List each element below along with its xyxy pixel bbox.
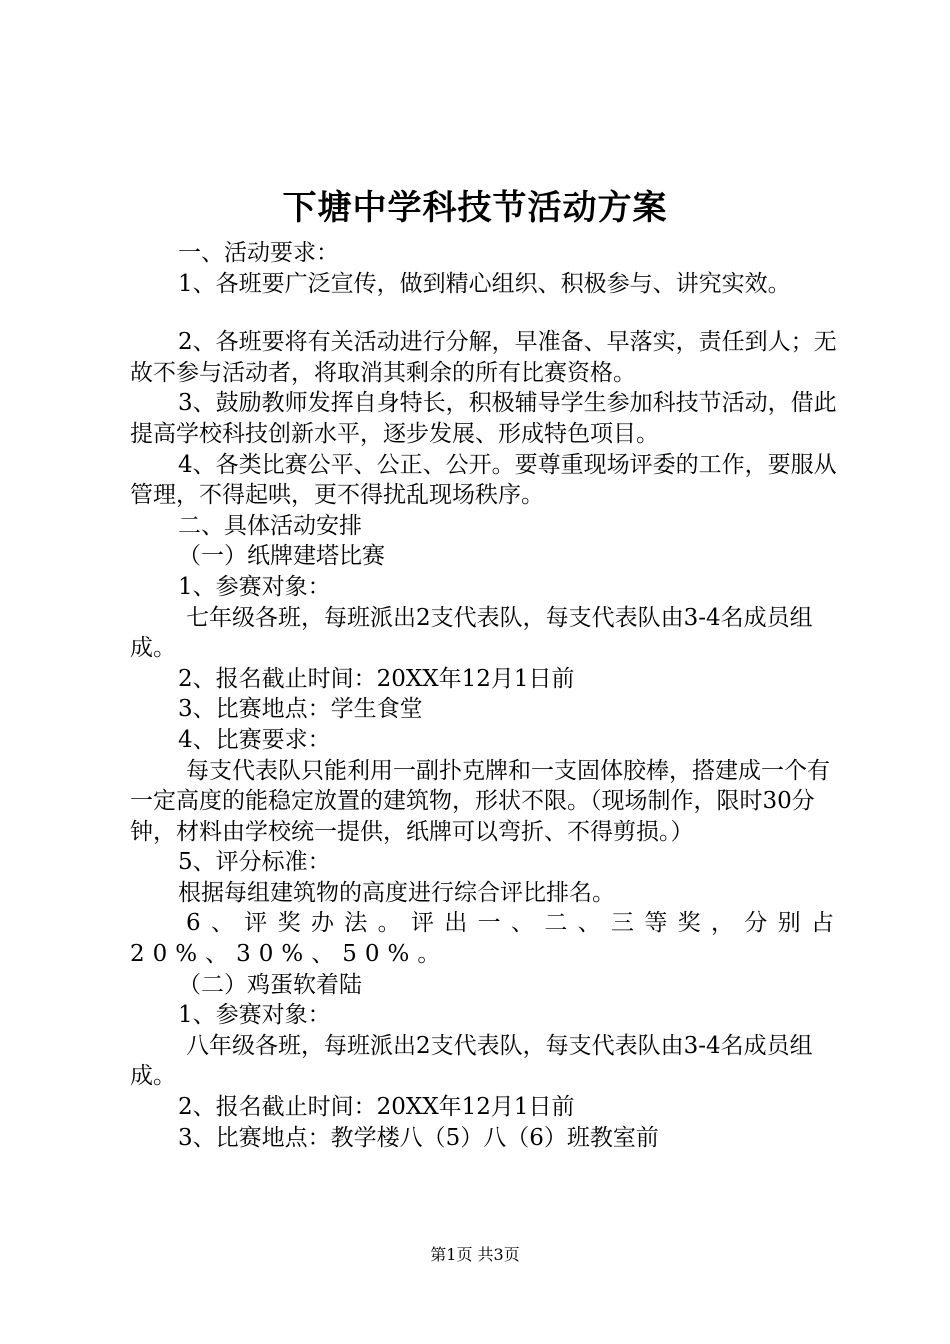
paragraph-awards: 6、评奖办法。评出一、二、三等奖，分别占20%、30%、50%。 (130, 910, 842, 968)
item-venue-2: 3、比赛地点：教学楼八（5）八（6）班教室前 (178, 1124, 659, 1151)
paragraph-rules: 每支代表队只能利用一副扑克牌和一支固体胶棒，搭建成一个有一定高度的能稳定放置的建筑物，形状不限。（现场制作，限时30分钟，材料由学校统一提供，纸牌可以弯折、不得剪损。） (130, 757, 830, 845)
document-body (130, 238, 842, 1153)
paragraph-requirement-2: 2、各班要将有关活动进行分解，早准备、早落实，责任到人；无故不参与活动者，将取消其剩余的所有比赛资格。 (130, 329, 837, 386)
paragraph-requirement-3: 3、鼓励教师发挥自身特长，积极辅导学生参加科技节活动，借此提高学校科技创新水平，逐步发展、形成特色项目。 (130, 390, 837, 447)
document-title: 下塘中学科技节活动方案 (282, 188, 668, 228)
paragraph-participants-grade8: 八年级各班，每班派出2支代表队，每支代表队由3-4名成员组成。 (130, 1032, 813, 1090)
subsection-heading-card-tower: （一）纸牌建塔比赛 (178, 543, 385, 570)
item-participants-label-2: 1、参赛对象： (178, 1002, 331, 1029)
item-deadline-2: 2、报名截止时间：20XX年12月1日前 (178, 1094, 575, 1121)
item-scoring-label: 5、评分标准： (178, 849, 331, 876)
section-heading-arrangement: 二、具体活动安排 (178, 512, 362, 539)
item-venue: 3、比赛地点：学生食堂 (178, 696, 423, 723)
paragraph-scoring: 根据每组建筑物的高度进行综合评比排名。 (178, 879, 615, 906)
paragraph-requirement-1: 1、各班要广泛宣传，做到精心组织、积极参与、讲究实效。 (178, 270, 791, 297)
paragraph-requirement-4: 4、各类比赛公平、公正、公开。要尊重现场评委的工作，要服从管理，不得起哄，更不得扰乱现场秩序。 (130, 451, 837, 509)
paragraph-participants-grade7: 七年级各班，每班派出2支代表队，每支代表队由3-4名成员组成。 (130, 604, 813, 662)
item-deadline: 2、报名截止时间：20XX年12月1日前 (178, 665, 575, 692)
item-rules-label: 4、比赛要求： (178, 726, 331, 753)
page-footer: 第1页 共3页 (430, 1245, 520, 1264)
item-participants-label: 1、参赛对象： (178, 573, 331, 600)
subsection-heading-egg-landing: （二）鸡蛋软着陆 (178, 971, 362, 998)
section-heading-requirements: 一、活动要求： (178, 240, 339, 266)
